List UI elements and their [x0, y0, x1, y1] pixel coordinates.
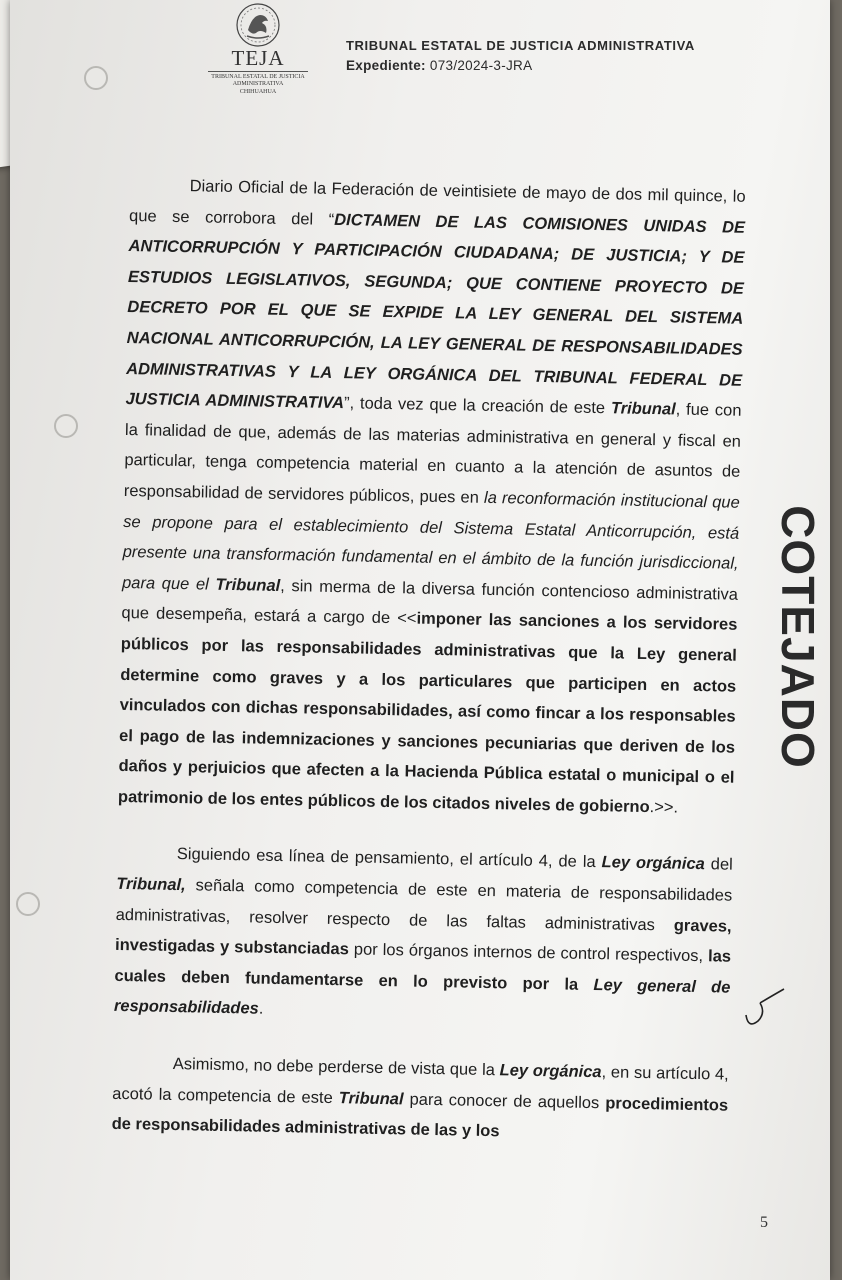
text-run: . [258, 1000, 264, 1019]
text-run: procedimientos de responsabilidades administrativas de las y los [111, 1093, 729, 1141]
text-run: para conocer de aquellos [403, 1090, 606, 1112]
text-run: la reconformación institucional que se propone para el establecimiento del Sistema Estatal Anticorrupción, está presente una transformación fundamental en el ámbito de la función jurisdiccional, para que el [121, 488, 740, 594]
text-run: Diario Oficial de la Federación de veintisiete de mayo de dos mil quince, lo que se corrobora del “ [128, 177, 746, 229]
punch-hole [54, 414, 78, 438]
court-name: TRIBUNAL ESTATAL DE JUSTICIA ADMINISTRATIVA [346, 38, 695, 53]
text-run: las cuales deben fundamentarse en lo previsto por la [114, 947, 732, 994]
logo-city: CHIHUAHUA [239, 89, 277, 95]
text-run: Tribunal, [116, 874, 186, 895]
text-run: del [704, 855, 733, 875]
pen-mark-icon [740, 985, 790, 1035]
eagle-seal-icon [230, 2, 286, 48]
text-run: Ley general de responsabilidades [113, 975, 731, 1019]
text-run: ”, toda vez que la creación de este [343, 394, 612, 418]
quoted-competence: imponer las sanciones a los servidores públicos por las responsabilidades administrativas que la Ley general determine como graves y a los particulares que participen en actos vinculados con dichas responsabilidades, así como fincar a los responsables el pago de las indemnizaciones y sanciones pecuniarias que deriven de los daños y perjuicios que afecten a la Hacienda Pública estatal o municipal o el patrimonio de los entes públicos de los citados niveles de gobierno [117, 609, 738, 816]
text-run: señala como competencia de este en materia de responsabilidades administrativas, resolver respecto de las faltas administrativas [115, 876, 733, 935]
stamp-text: COTEJADO [772, 505, 824, 769]
text-run: Tribunal [610, 399, 676, 419]
paragraph-1 [118, 170, 746, 824]
document-body [111, 170, 746, 1151]
court-logo [208, 2, 308, 95]
text-run: , fue con la finalidad de que, además de las materias administrativa en general y fiscal en particular, tenga competencia material en cuanto a la atención de asuntos de responsabilidad de servidores públicos, pues en [123, 400, 742, 507]
logo-abbreviation: TEJA [231, 46, 285, 70]
logo-subtitle: TRIBUNAL ESTATAL DE JUSTICIA ADMINISTRATIVA [208, 71, 308, 88]
text-run: Siguiendo esa línea de pensamiento, el artículo 4, de la [176, 845, 602, 872]
punch-hole [16, 892, 40, 916]
text-run: Asimismo, no debe perderse de vista que la [172, 1055, 500, 1080]
document-header [346, 38, 695, 73]
text-run: .>>. [649, 797, 679, 817]
cotejado-stamp [768, 505, 828, 769]
text-run: , sin merma de la diversa función contencioso administrativa que desempeña, estará a cargo de << [121, 576, 739, 628]
page-number: 5 [760, 1214, 768, 1231]
document-page [10, 0, 830, 1280]
text-run: por los órganos internos de control respectivos, [348, 940, 709, 966]
paragraph-3 [111, 1048, 729, 1152]
text-run: Tribunal [338, 1088, 404, 1109]
paragraph-2 [114, 838, 733, 1033]
text-run: Tribunal [215, 575, 281, 595]
case-value: 073/2024-3-JRA [429, 58, 533, 73]
punch-hole [84, 66, 108, 90]
text-run: Ley orgánica [499, 1061, 602, 1082]
text-run: graves, investigadas y substanciadas [114, 916, 732, 959]
text-run: , en su artículo 4, acotó la competencia de este [112, 1063, 729, 1107]
case-number [346, 58, 695, 73]
dictamen-title: DICTAMEN DE LAS COMISIONES UNIDAS DE ANTICORRUPCIÓN Y PARTICIPACIÓN CIUDADANA; DE JUSTICIA; Y DE ESTUDIOS LEGISLATIVOS, SEGUNDA; QUE CONTIENE PROYECTO DE DECRETO POR EL QUE SE EXPIDE LA LEY GENERAL DEL SISTEMA NACIONAL ANTICORRUPCIÓN, LA LEY GENERAL DE RESPONSABILIDADES ADMINISTRATIVAS Y LA LEY ORGÁNICA DEL TRIBUNAL FEDERAL DE JUSTICIA ADMINISTRATIVA [125, 210, 746, 413]
text-run: Ley orgánica [601, 853, 705, 874]
case-label: Expediente: [346, 58, 426, 73]
